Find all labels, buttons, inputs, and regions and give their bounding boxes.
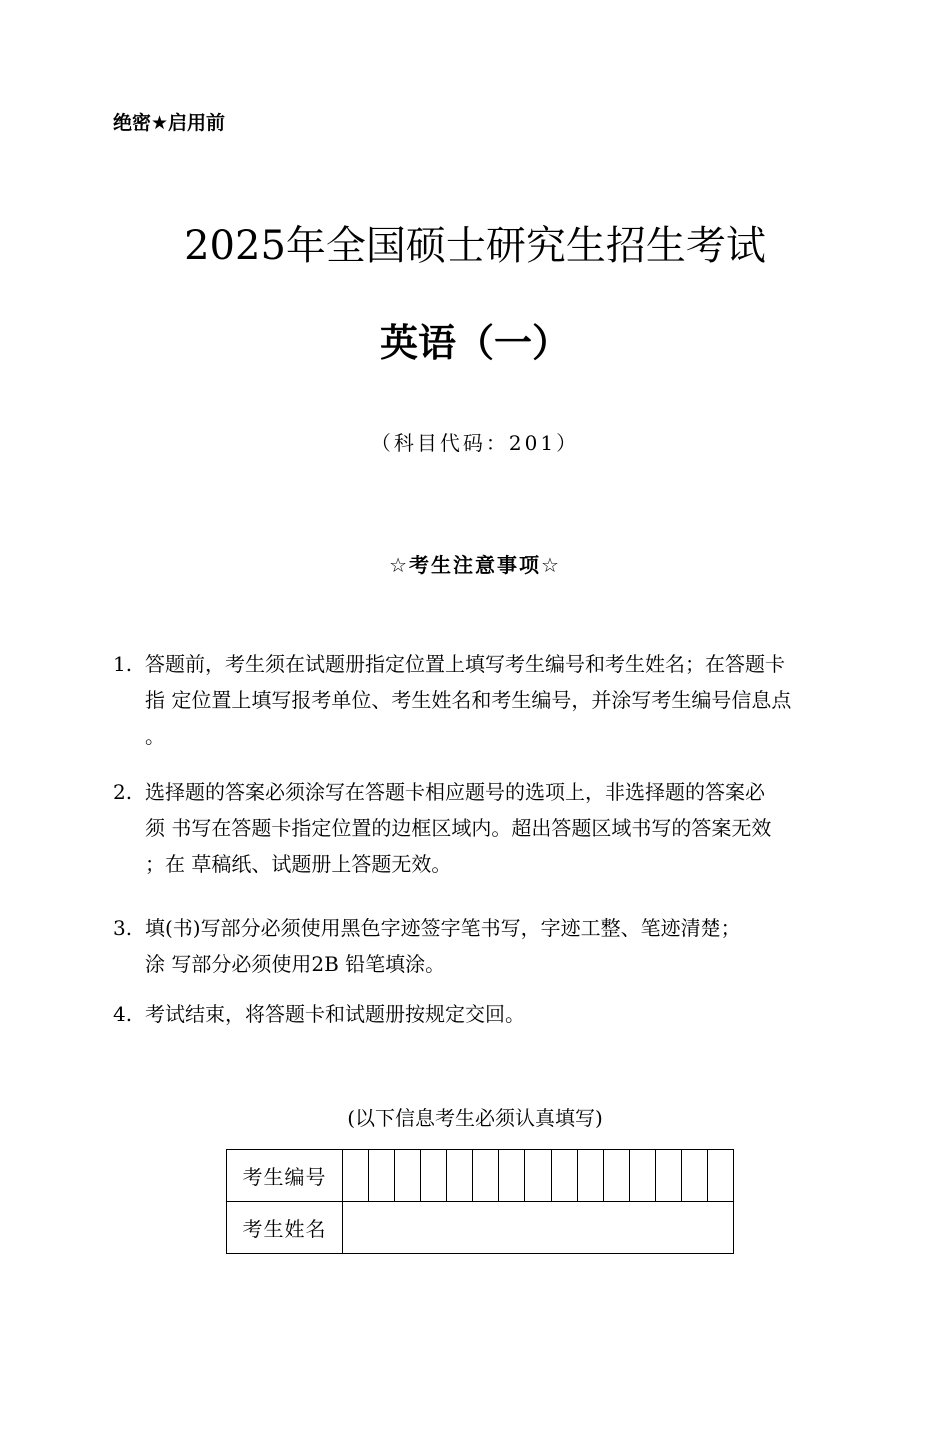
- exam-number-digit-box[interactable]: [421, 1150, 447, 1202]
- candidate-name-row: [227, 1202, 734, 1254]
- exam-number-digit-box[interactable]: [681, 1150, 707, 1202]
- instruction-line: 选择题的答案必须涂写在答题卡相应题号的选项上，非选择题的答案必: [145, 780, 765, 804]
- instruction-item: [113, 646, 838, 754]
- instruction-line: ；在 草稿纸、试题册上答题无效。: [145, 852, 452, 876]
- exam-number-digit-box[interactable]: [707, 1150, 733, 1202]
- exam-number-digit-box[interactable]: [551, 1150, 577, 1202]
- instruction-line: 答题前，考生须在试题册指定位置上填写考生编号和考生姓名；在答题卡: [145, 652, 785, 676]
- instruction-number: 2.: [113, 780, 133, 804]
- instruction-line: 。: [145, 724, 165, 748]
- exam-number-digit-box[interactable]: [447, 1150, 473, 1202]
- notice-heading: ☆考生注意事项☆: [389, 553, 561, 577]
- instruction-line: 考试结束，将答题卡和试题册按规定交回。: [145, 1002, 525, 1026]
- exam-number-digit-box[interactable]: [473, 1150, 499, 1202]
- exam-number-digit-box[interactable]: [499, 1150, 525, 1202]
- subject-code: （科目代码：201）: [370, 431, 580, 455]
- instruction-line: 填(书)写部分必须使用黑色字迹签字笔书写，字迹工整、笔迹清楚；: [145, 916, 741, 940]
- exam-number-digit-box[interactable]: [629, 1150, 655, 1202]
- instruction-item: [113, 996, 838, 1032]
- candidate-info-table: [226, 1149, 734, 1254]
- exam-number-digit-box[interactable]: [369, 1150, 395, 1202]
- instruction-number: 1.: [113, 652, 133, 676]
- instruction-number: 4.: [113, 1002, 133, 1026]
- instruction-item: [113, 774, 838, 882]
- exam-number-row: [227, 1150, 734, 1202]
- exam-number-digit-box[interactable]: [655, 1150, 681, 1202]
- exam-number-digit-box[interactable]: [395, 1150, 421, 1202]
- subject-title: 英语（一）: [379, 321, 570, 365]
- exam-number-digit-box[interactable]: [525, 1150, 551, 1202]
- exam-title: 2025年全国硕士研究生招生考试: [184, 223, 766, 269]
- fill-in-note: (以下信息考生必须认真填写): [347, 1106, 603, 1130]
- instruction-line: 涂 写部分必须使用2B 铅笔填涂。: [145, 952, 446, 976]
- instruction-line: 指 定位置上填写报考单位、考生姓名和考生编号，并涂写考生编号信息点: [145, 688, 792, 712]
- exam-number-digit-box[interactable]: [577, 1150, 603, 1202]
- exam-number-digit-box[interactable]: [603, 1150, 629, 1202]
- candidate-name-field[interactable]: [343, 1202, 734, 1254]
- confidential-label: 绝密★启用前: [113, 112, 226, 134]
- exam-number-digit-box[interactable]: [343, 1150, 369, 1202]
- instruction-line: 须 书写在答题卡指定位置的边框区域内。超出答题区域书写的答案无效: [145, 816, 772, 840]
- instruction-number: 3.: [113, 916, 133, 940]
- candidate-name-label: 考生姓名: [227, 1202, 343, 1254]
- instruction-item: [113, 910, 838, 982]
- exam-number-label: 考生编号: [227, 1150, 343, 1202]
